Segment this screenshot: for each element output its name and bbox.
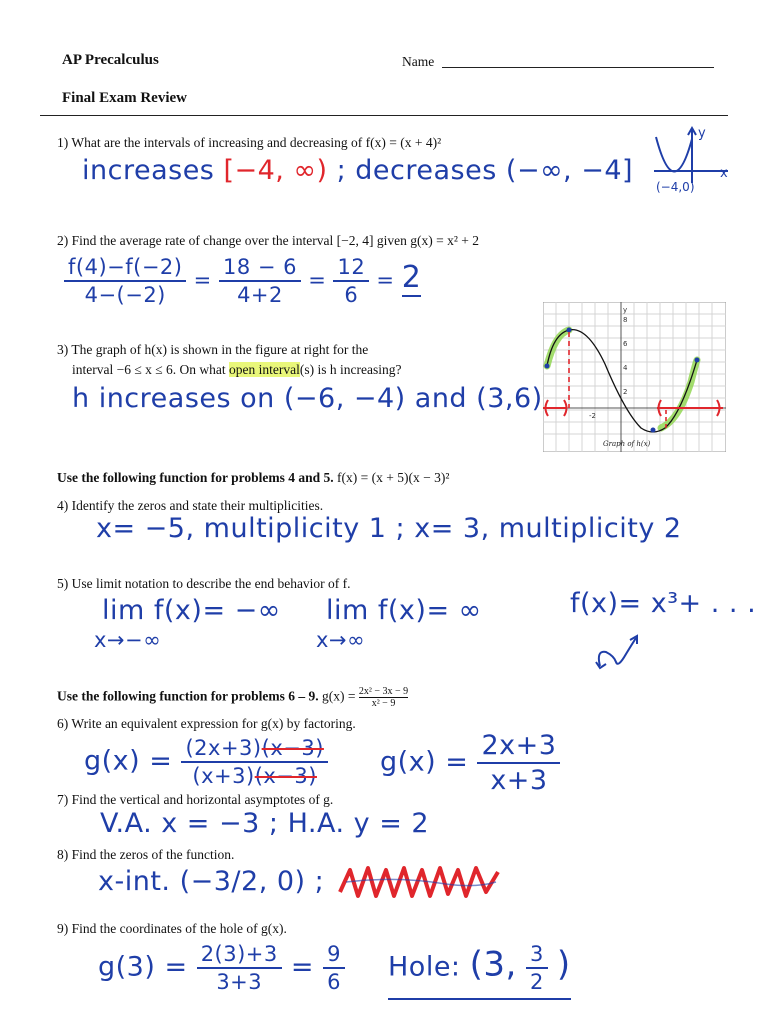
q2-frac-1: $\frac{f(4)-f(-2)}{4-(-2)}$ — [64, 255, 186, 307]
q8-scribble — [336, 862, 506, 906]
name-field-line — [442, 67, 714, 68]
q2-frac-3: $\frac{12}{6}$ — [333, 255, 369, 307]
q5-lim2: lim f(x)= ∞ — [326, 595, 482, 626]
q5-prompt: 5) Use limit notation to describe the end behavior of f. — [57, 576, 351, 591]
header-divider — [40, 115, 728, 116]
q6-factored-fraction: $\frac{(2x+3)(x-3)}{(x+3)(x-3)}$ — [181, 736, 327, 788]
q1-answer — [82, 155, 633, 186]
q6-work: g(x) = $\frac{(2x+3)(x-3)}{(x+3)(x-3)}$ — [84, 736, 328, 788]
page-subtitle: Final Exam Review — [62, 90, 187, 106]
q5-lim1: lim f(x)= −∞ — [102, 595, 281, 626]
q4-answer: x= −5, multiplicity 1 ; x= 3, multiplicity 2 — [96, 513, 682, 544]
q5-lim1-sub: x→−∞ — [94, 628, 162, 652]
g-definition-fraction: $\frac{\text{2x² − 3x − 9}}{\text{x² − 9}}$ — [358, 686, 409, 709]
q3-prompt-line2: interval −6 ≤ x ≤ 6. On what open interval(s) is h increasing? — [72, 362, 402, 377]
q1-vertex-label: (−4,0) — [656, 180, 695, 194]
q6-simplified-fraction: $\frac{2x+3}{x+3}$ — [477, 730, 560, 796]
q1-parabola-sketch — [648, 125, 738, 200]
svg-text:2: 2 — [623, 388, 628, 396]
q4-prompt: 4) Identify the zeros and state their multiplicities. — [57, 498, 324, 513]
q1-sep: ; — [336, 155, 347, 186]
q3-prompt-line1: 3) The graph of h(x) is shown in the figure at right for the — [57, 342, 369, 357]
q3-graph-caption: Graph of h(x) — [603, 440, 651, 448]
q8-prompt: 8) Find the zeros of the function. — [57, 847, 235, 862]
q5-endbehavior-sketch — [594, 632, 654, 672]
q9-work: g(3) = $\frac{2(3)+3}{3+3}$ = $\frac{9}{6}$ — [98, 942, 345, 994]
q3-highlight: open interval — [229, 362, 300, 377]
q6-prompt: 6) Write an equivalent expression for g(x) by factoring. — [57, 716, 356, 731]
q5-note: f(x)= x³+ . . . — [570, 588, 757, 619]
q9-frac-1: $\frac{2(3)+3}{3+3}$ — [197, 942, 282, 994]
instructions-6-9: Use the following function for problems 6 – 9. g(x) = $\frac{\text{2x² − 3x − 9}}{\text{x² − 9}}$ — [57, 686, 409, 709]
q7-prompt: 7) Find the vertical and horizontal asymptotes of g. — [57, 792, 334, 807]
svg-text:4: 4 — [623, 364, 628, 372]
q9-hole: Hole: (3, $\frac{3}{2}$ ) — [388, 942, 571, 1000]
q1-sketch-y: y — [698, 126, 706, 141]
course-title: AP Precalculus — [62, 52, 159, 68]
svg-text:6: 6 — [623, 340, 628, 348]
q9-prompt: 9) Find the coordinates of the hole of g(x). — [57, 921, 287, 936]
q1-sketch-x: x — [720, 166, 728, 181]
q3-answer: h increases on (−6, −4) and (3,6) — [72, 383, 543, 414]
q6-simplified: g(x) = $\frac{2x+3}{x+3}$ — [380, 730, 560, 796]
q1-dec-interval: (−∞, −4] — [505, 155, 634, 186]
instructions-4-5: Use the following function for problems 4 and 5. f(x) = (x + 5)(x − 3)² — [57, 470, 450, 485]
q1-prompt: 1) What are the intervals of increasing and decreasing of f(x) = (x + 4)² — [57, 135, 442, 150]
q9-frac-2: $\frac{9}{6}$ — [323, 942, 345, 994]
q8-answer: x-int. (−3/2, 0) ; — [98, 866, 325, 897]
svg-text:-2: -2 — [589, 412, 596, 420]
q9-hole-y-fraction: $\frac{3}{2}$ — [526, 942, 548, 994]
q2-result: 2 — [401, 260, 422, 296]
q5-lim2-sub: x→∞ — [316, 628, 366, 652]
q1-inc-interval: [−4, ∞) — [223, 155, 328, 186]
q3-graph — [543, 302, 726, 452]
name-label: Name — [402, 54, 435, 69]
q7-answer: V.A. x = −3 ; H.A. y = 2 — [100, 808, 430, 839]
q1-dec-word: decreases — [355, 155, 497, 186]
svg-text:y: y — [623, 306, 628, 314]
q2-prompt: 2) Find the average rate of change over the interval [−2, 4] given g(x) = x² + 2 — [57, 233, 479, 248]
q1-inc-word: increases — [82, 155, 215, 186]
q2-work: $\frac{f(4)-f(-2)}{4-(-2)}$ = $\frac{18 - 6}{4+2}$ = $\frac{12}{6}$ = 2 — [64, 255, 421, 307]
svg-text:8: 8 — [623, 316, 628, 324]
q2-frac-2: $\frac{18 - 6}{4+2}$ — [219, 255, 301, 307]
